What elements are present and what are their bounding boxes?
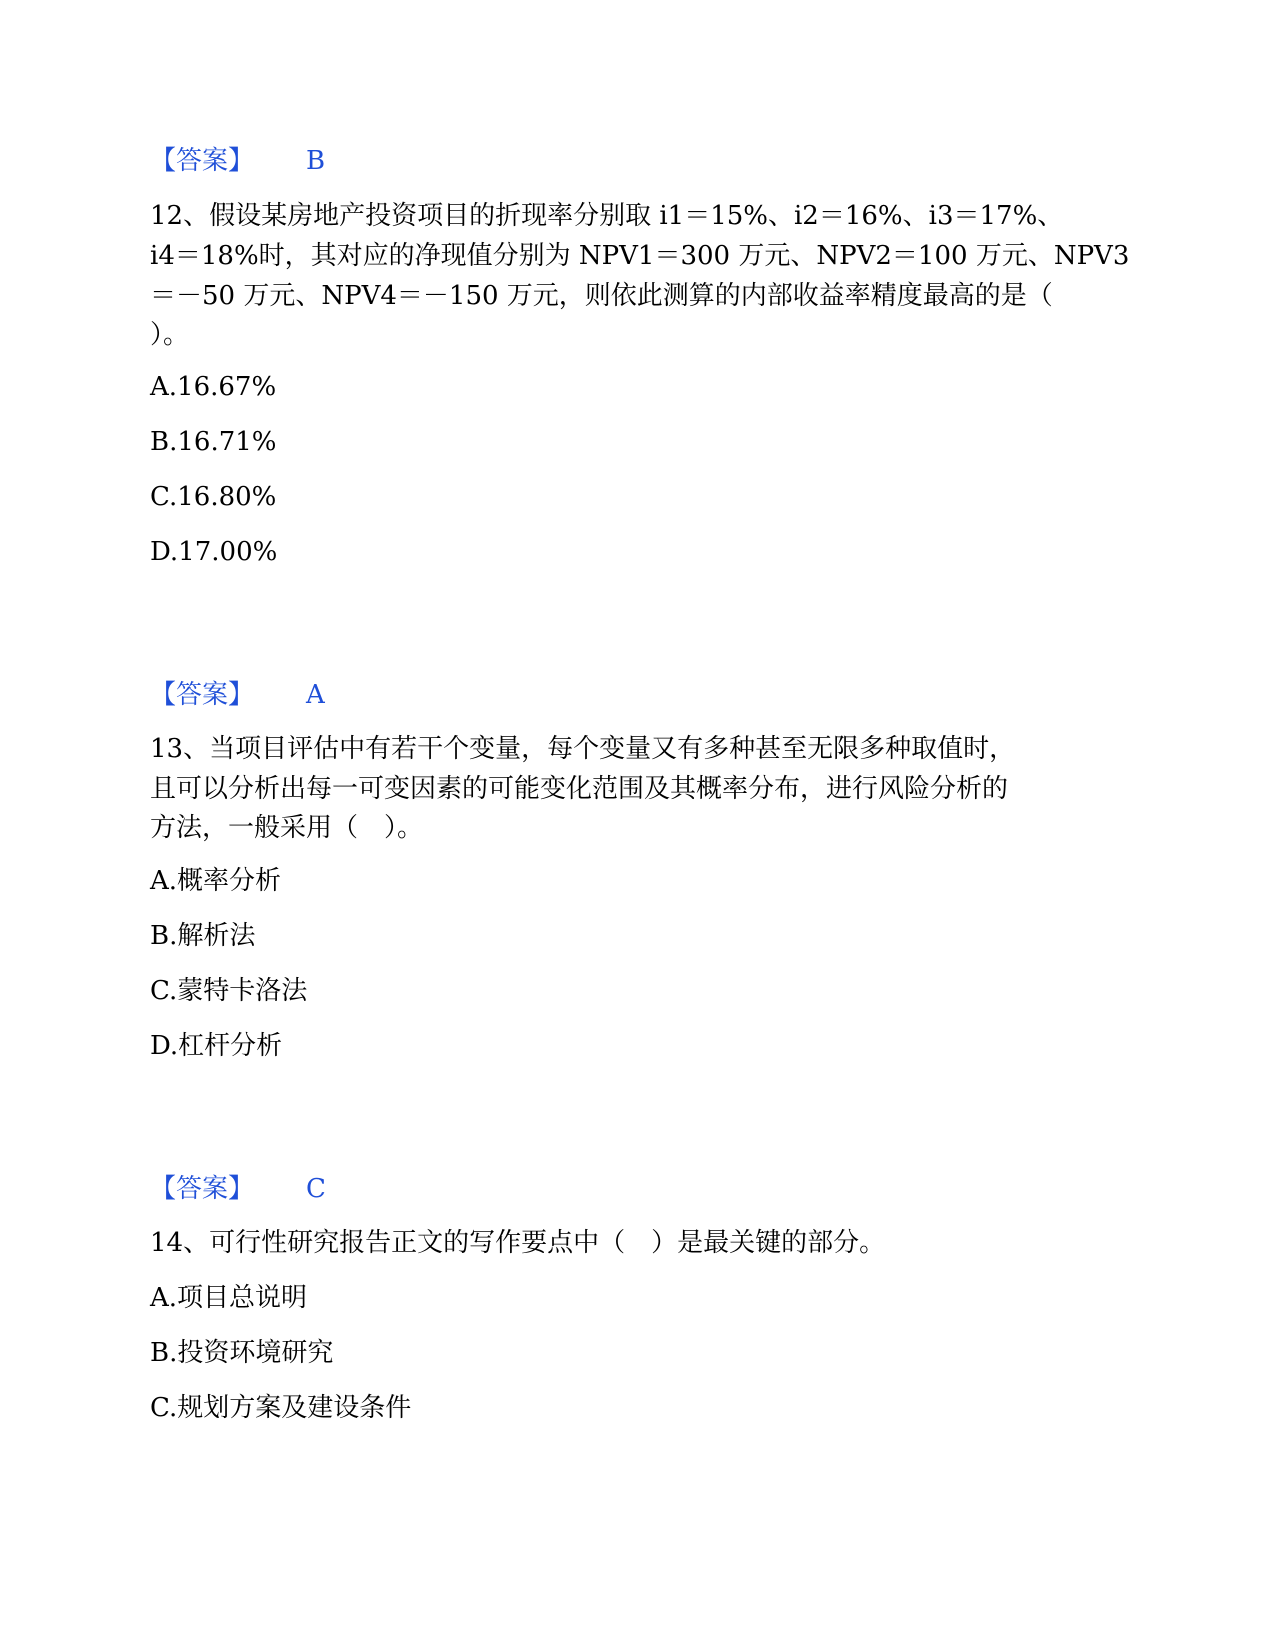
question-12-line-2: i4＝18%时，其对应的净现值分别为 NPV1＝300 万元、NPV2＝100 万元、NPV3: [150, 241, 1130, 271]
option-a: A.项目总说明: [150, 1283, 308, 1313]
answer-letter: C: [306, 1174, 326, 1204]
answer-label: 【答案】: [150, 1174, 255, 1204]
option-b: B.解析法: [150, 921, 256, 951]
option-b: B.16.71%: [150, 427, 277, 457]
answer-line: [150, 1174, 326, 1204]
question-12-line-1: 12、假设某房地产投资项目的折现率分别取 i1＝15%、i2＝16%、i3＝17%、: [150, 201, 1064, 231]
option-b: B.投资环境研究: [150, 1338, 334, 1368]
option-c: C.16.80%: [150, 482, 277, 512]
answer-label: 【答案】: [150, 680, 255, 710]
option-c: C.蒙特卡洛法: [150, 976, 308, 1006]
option-a: A.16.67%: [150, 372, 277, 402]
question-14-line-1: 14、可行性研究报告正文的写作要点中（ ）是最关键的部分。: [150, 1228, 886, 1258]
answer-letter: B: [306, 146, 326, 176]
answer-line: [150, 680, 325, 710]
answer-line: [150, 146, 325, 176]
answer-letter: A: [306, 680, 325, 710]
question-13-line-3: 方法，一般采用（ ）。: [150, 813, 424, 843]
question-12-line-4: ）。: [150, 320, 190, 350]
option-c: C.规划方案及建设条件: [150, 1393, 412, 1423]
option-a: A.概率分析: [150, 866, 282, 896]
question-13-line-2: 且可以分析出每一可变因素的可能变化范围及其概率分布，进行风险分析的: [150, 774, 1009, 804]
question-13-line-1: 13、当项目评估中有若干个变量，每个变量又有多种甚至无限多种取值时，: [150, 734, 1016, 764]
answer-label: 【答案】: [150, 146, 255, 176]
question-12-line-3: ＝－50 万元、NPV4＝－150 万元，则依此测算的内部收益率精度最高的是（: [150, 281, 1053, 311]
option-d: D.杠杆分析: [150, 1031, 283, 1061]
option-d: D.17.00%: [150, 537, 278, 567]
